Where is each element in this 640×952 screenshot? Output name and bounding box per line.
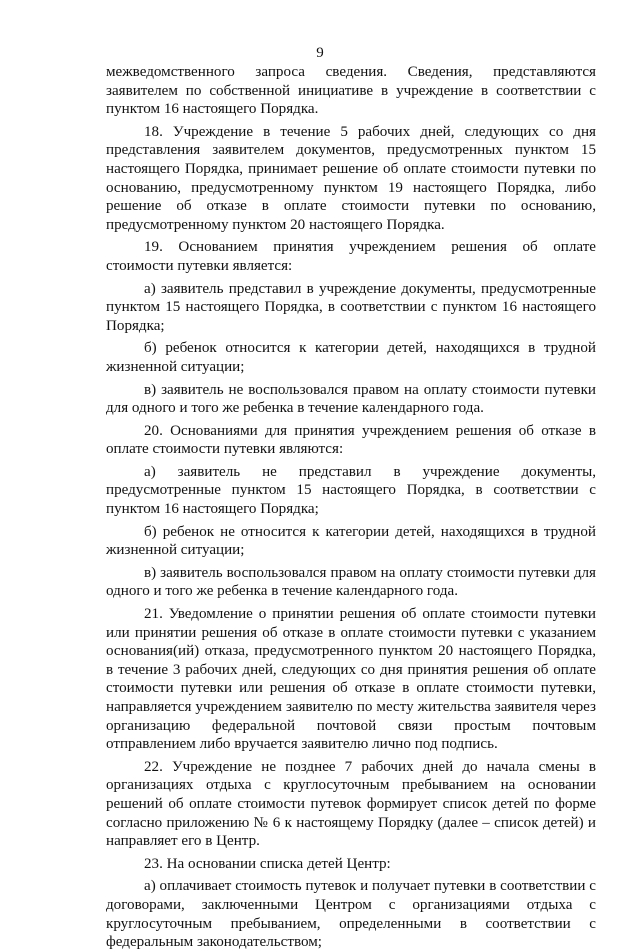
paragraph: а) заявитель не представил в учреждение документы, предусмотренные пунктом 15 настоящего Порядка, в соответствии с пунктом 16 настоящего Порядка; [106,463,596,518]
paragraph: 18. Учреждение в течение 5 рабочих дней, следующих со дня представления заявителем документов, предусмотренных пунктом 15 настоящего Порядка, принимает решение об оплате стоимости путевки по основанию, предусмотренному пунктом 19 настоящего Порядка, либо решение об отказе в оплате стоимости путевки по основанию, предусмотренному пунктом 20 настоящего Порядка. [106,123,596,233]
paragraph: б) ребенок не относится к категории детей, находящихся в трудной жизненной ситуации; [106,523,596,559]
paragraph: 22. Учреждение не позднее 7 рабочих дней до начала смены в организациях отдыха с круглосуточным пребыванием на основании решений об оплате стоимости путевок формирует список детей по форме согласно приложению № 6 к настоящему Порядку (далее – список детей) и направляет его в Центр. [106,758,596,850]
paragraph: 23. На основании списка детей Центр: [144,855,391,872]
paragraph: а) оплачивает стоимость путевок и получает путевки в соответствии с договорами, заключенными Центром с организациями отдыха с круглосуточным пребыванием, определенными в соответствии с федеральным законодательством; [106,878,596,951]
paragraph: б) ребенок относится к категории детей, находящихся в трудной жизненной ситуации; [106,340,596,375]
paragraph: в) заявитель воспользовался правом на оплату стоимости путевки для одного и того же ребенка в течение календарного года. [106,564,596,600]
paragraph: 21. Уведомление о принятии решения об оплате стоимости путевки или принятии решения об отказе в оплате стоимости путевки с указанием основания(ий) отказа, предусмотренного пунктом 20 настоящего Порядка, в течение 3 рабочих дней, следующих со дня принятия решения об оплате стоимости путевки или решения об отказе в оплате стоимости путевки, направляется учреждением заявителю по месту жительства заявителя через организацию федеральной почтовой связи простым почтовым отправлением либо вручается заявителю лично под подпись. [106,606,596,753]
paragraph: межведомственного запроса сведения. Сведения, представляются заявителем по собственной инициативе в учреждение в соответствии с пунктом 16 настоящего Порядка. [106,64,596,118]
page-number: 9 [316,45,324,61]
paragraph: 19. Основанием принятия учреждением решения об оплате стоимости путевки является: [106,239,596,274]
paragraph: 20. Основаниями для принятия учреждением решения об отказе в оплате стоимости путевки являются: [106,422,596,458]
document-body [106,63,596,952]
paragraph: а) заявитель представил в учреждение документы, предусмотренные пунктом 15 настоящего Порядка, в соответствии с пунктом 16 настоящего Порядка; [106,280,596,334]
paragraph: в) заявитель не воспользовался правом на оплату стоимости путевки для одного и того же ребенка в течение календарного года. [106,381,596,417]
